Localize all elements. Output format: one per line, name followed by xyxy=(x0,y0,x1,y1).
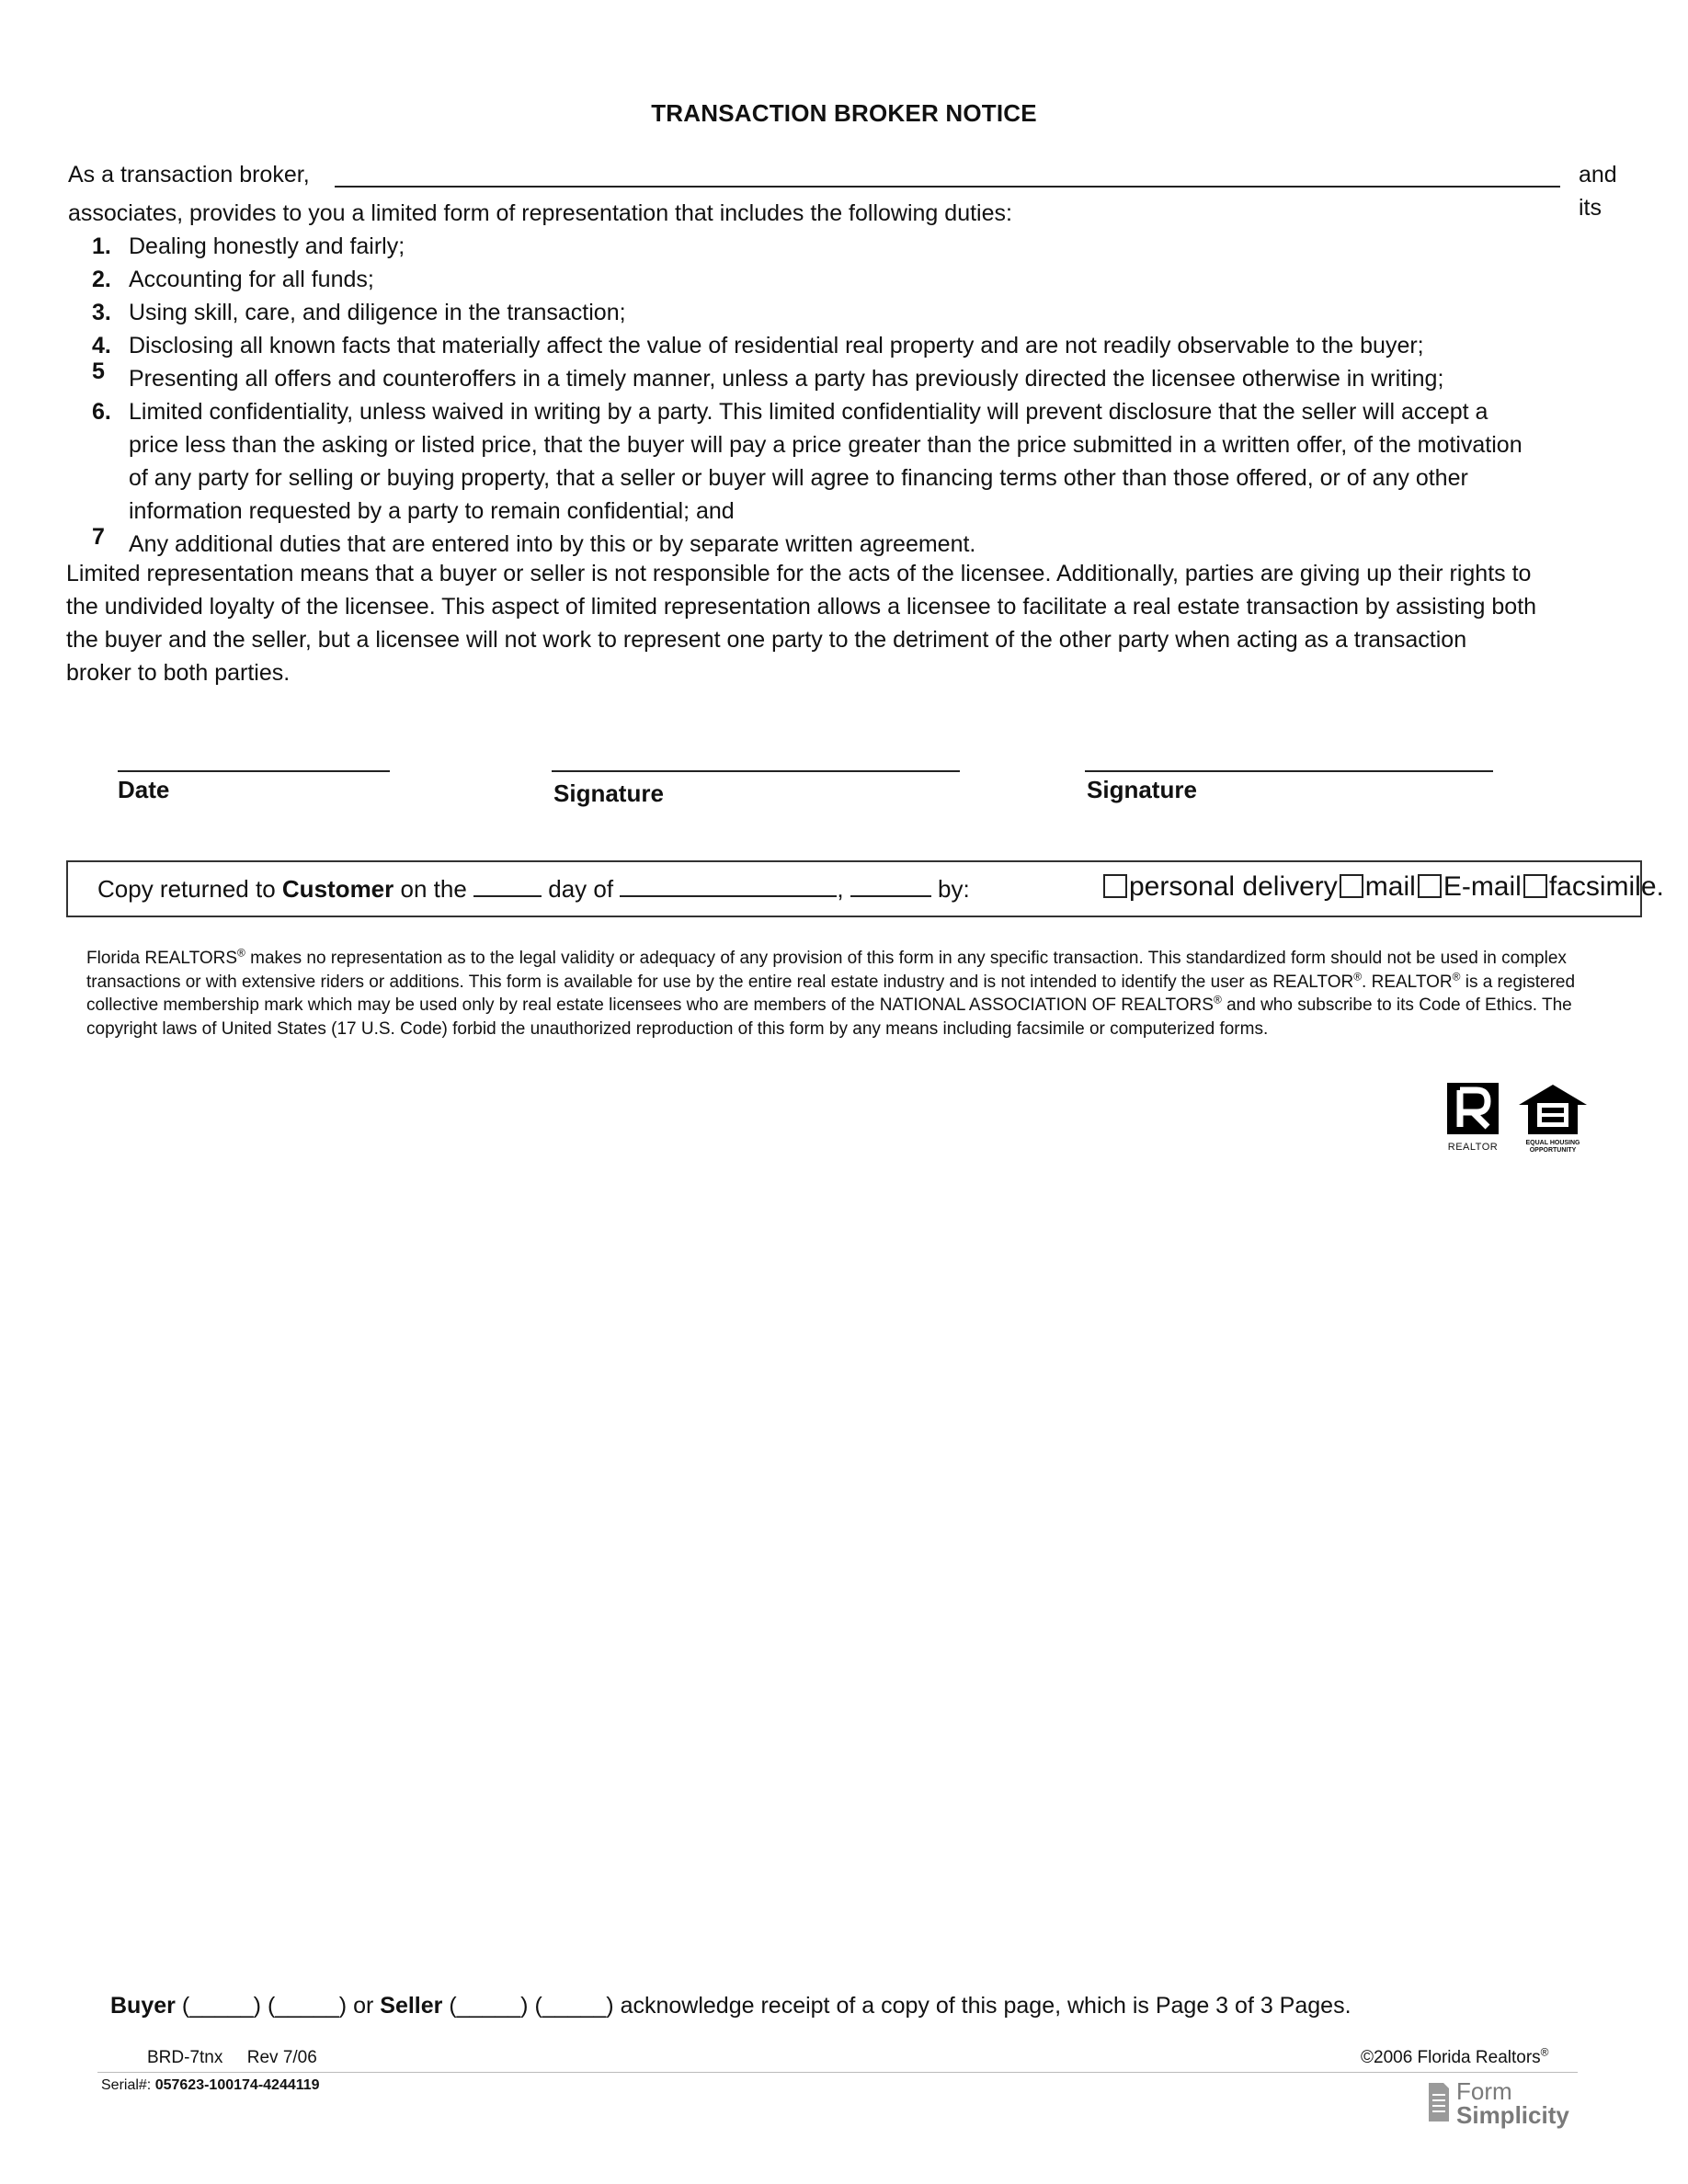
document-title: TRANSACTION BROKER NOTICE xyxy=(651,99,1037,127)
duty-text: Accounting for all funds; xyxy=(129,267,374,292)
mail-label: mail xyxy=(1364,871,1416,902)
buyer-initials-fields[interactable]: (_____) (_____) xyxy=(181,1993,348,2019)
copy-by: by: xyxy=(938,875,970,903)
personal-delivery-label: personal delivery xyxy=(1129,871,1338,902)
duty-item xyxy=(68,230,1576,263)
disclaimer-part: makes no representation as to the legal validity or adequacy of any provision of this form in any specific transaction. This standardized form should not be used in complex transactions or with extensive riders or additions. This form is available for use by the entire real estate industry and is not intended to identify the user as REALTOR xyxy=(86,949,1567,992)
signature-label-1: Signature xyxy=(553,779,664,807)
realtor-logo xyxy=(1440,1083,1506,1156)
equal-housing-logo xyxy=(1517,1083,1589,1156)
registered-mark: ® xyxy=(1353,970,1363,984)
copy-party: Customer xyxy=(281,875,394,903)
duty-number: 2. xyxy=(92,267,111,292)
copy-comma: , xyxy=(837,875,844,903)
brand-line-2: Simplicity xyxy=(1456,2101,1569,2129)
registered-mark: ® xyxy=(1213,993,1222,1007)
copy-on-the: on the xyxy=(400,875,467,903)
duty-number: 7 xyxy=(92,524,105,550)
duty-number: 6. xyxy=(92,399,111,425)
facsimile-label: facsimile. xyxy=(1548,871,1664,902)
equal-housing-house-icon xyxy=(1517,1083,1589,1136)
registered-mark: ® xyxy=(237,946,245,960)
facsimile-checkbox[interactable] xyxy=(1523,874,1547,898)
ack-text: acknowledge receipt of a copy of this page, which is Page 3 of 3 Pages. xyxy=(620,1993,1352,2019)
copy-returned-text xyxy=(97,875,970,904)
registered-mark: ® xyxy=(1452,970,1461,984)
duty-text: Any additional duties that are entered into by this or by separate written agreement. xyxy=(129,531,976,557)
duties-list xyxy=(68,230,1576,561)
legal-disclaimer xyxy=(86,947,1576,1041)
broker-name-field[interactable] xyxy=(335,186,1560,188)
day-field[interactable] xyxy=(473,875,542,897)
intro-continuation: associates, provides to you a limited form of representation that includes the following duties: xyxy=(68,200,1012,226)
duty-item xyxy=(68,263,1576,296)
registered-mark: ® xyxy=(1540,2045,1549,2059)
intro-trail: and its xyxy=(1579,162,1617,221)
equal-housing-line-2: OPPORTUNITY xyxy=(1529,1147,1577,1154)
disclaimer-part: and who subscribe to its Code of Ethics. The copyright laws of United States (17 U.S. Code) forbid the unauthorized reproduction of this form by any means including facsimile or computerized forms. xyxy=(86,995,1572,1039)
duty-number: 4. xyxy=(92,333,111,358)
duty-item xyxy=(68,395,1576,528)
brand-line-1: Form xyxy=(1456,2077,1512,2105)
date-label: Date xyxy=(118,776,170,803)
seller-initials-fields[interactable]: (_____) (_____) xyxy=(449,1993,614,2019)
duty-item xyxy=(68,296,1576,329)
duty-text: Using skill, care, and diligence in the transaction; xyxy=(129,300,626,325)
equal-housing-line-1: EQUAL HOUSING xyxy=(1525,1140,1580,1146)
signature-label-2: Signature xyxy=(1087,776,1197,803)
footer-divider xyxy=(97,2072,1578,2073)
duty-number: 5 xyxy=(92,358,105,384)
duty-item xyxy=(68,358,1576,395)
form-simplicity-wordmark xyxy=(1456,2079,1569,2127)
copyright-notice xyxy=(1361,2045,1549,2068)
signature-line-2[interactable] xyxy=(1085,770,1493,772)
form-code: BRD-7tnx xyxy=(147,2048,223,2067)
duty-item xyxy=(68,524,1576,561)
duty-text: Presenting all offers and counteroffers in a timely manner, unless a party has previously directed the licensee otherwise in writing; xyxy=(129,366,1444,392)
disclaimer-part: . REALTOR xyxy=(1362,972,1453,992)
ack-or: or xyxy=(353,1993,374,2019)
intro-lead: As a transaction broker, xyxy=(68,162,310,188)
form-identifier xyxy=(147,2048,317,2068)
year-field[interactable] xyxy=(850,875,931,897)
serial-value: 057623-100174-4244119 xyxy=(154,2077,320,2093)
equal-housing-text xyxy=(1517,1140,1589,1155)
date-line[interactable] xyxy=(118,770,390,772)
duty-text: Disclosing all known facts that materially affect the value of residential real property and are not readily observable to the buyer; xyxy=(129,333,1424,358)
duty-number: 1. xyxy=(92,233,111,259)
delivery-method-options xyxy=(1101,871,1664,903)
month-field[interactable] xyxy=(620,875,837,897)
serial-number xyxy=(101,2077,320,2094)
realtor-logo-text: REALTOR xyxy=(1447,1142,1499,1153)
ack-seller: Seller xyxy=(380,1993,443,2019)
personal-delivery-checkbox[interactable] xyxy=(1103,874,1127,898)
disclaimer-part: Florida REALTORS xyxy=(86,949,238,968)
email-label: E-mail xyxy=(1443,871,1522,902)
duty-number: 3. xyxy=(92,300,111,325)
copy-day-of: day of xyxy=(548,875,614,903)
limited-representation-paragraph: Limited representation means that a buyer or seller is not responsible for the acts of the licensee. Additionally, parties are giving up their rights to the undivided loyalty of the licensee. This aspect of limited representation allows a licensee to facilitate a real estate transaction by assisting both the buyer and the seller, but a licensee will not work to represent one party to the detriment of the other party when acting as a transaction broker to both parties. xyxy=(66,561,1537,686)
copyright-text: ©2006 Florida Realtors xyxy=(1361,2048,1541,2067)
copy-returned-box xyxy=(66,860,1664,917)
document-icon xyxy=(1427,2081,1451,2123)
mail-checkbox[interactable] xyxy=(1340,874,1363,898)
acknowledgment-line xyxy=(110,1993,1352,2019)
form-simplicity-logo xyxy=(1427,2079,1592,2131)
disclaimer-part: is a registered collective membership mark which may be used only by real estate licensees who are members of the NATIONAL ASSOCIATION OF REALTORS xyxy=(86,972,1576,1015)
duty-text: Limited confidentiality, unless waived in writing by a party. This limited confidentiality will prevent disclosure that the seller will accept a price less than the asking or listed price, that the buyer will pay a price greater than the price submitted in a written offer, of the motivation of any party for selling or buying property, that a seller or buyer will agree to financing terms other than those offered, or of any other information requested by a party to remain confidential; and xyxy=(129,399,1523,524)
duty-text: Dealing honestly and fairly; xyxy=(129,233,405,259)
copy-prefix: Copy returned to xyxy=(97,875,276,903)
signature-line-1[interactable] xyxy=(552,770,960,772)
ack-buyer: Buyer xyxy=(110,1993,176,2019)
serial-label: Serial#: xyxy=(101,2077,152,2093)
form-revision: Rev 7/06 xyxy=(246,2048,317,2067)
duty-item xyxy=(68,329,1576,362)
email-checkbox[interactable] xyxy=(1418,874,1442,898)
